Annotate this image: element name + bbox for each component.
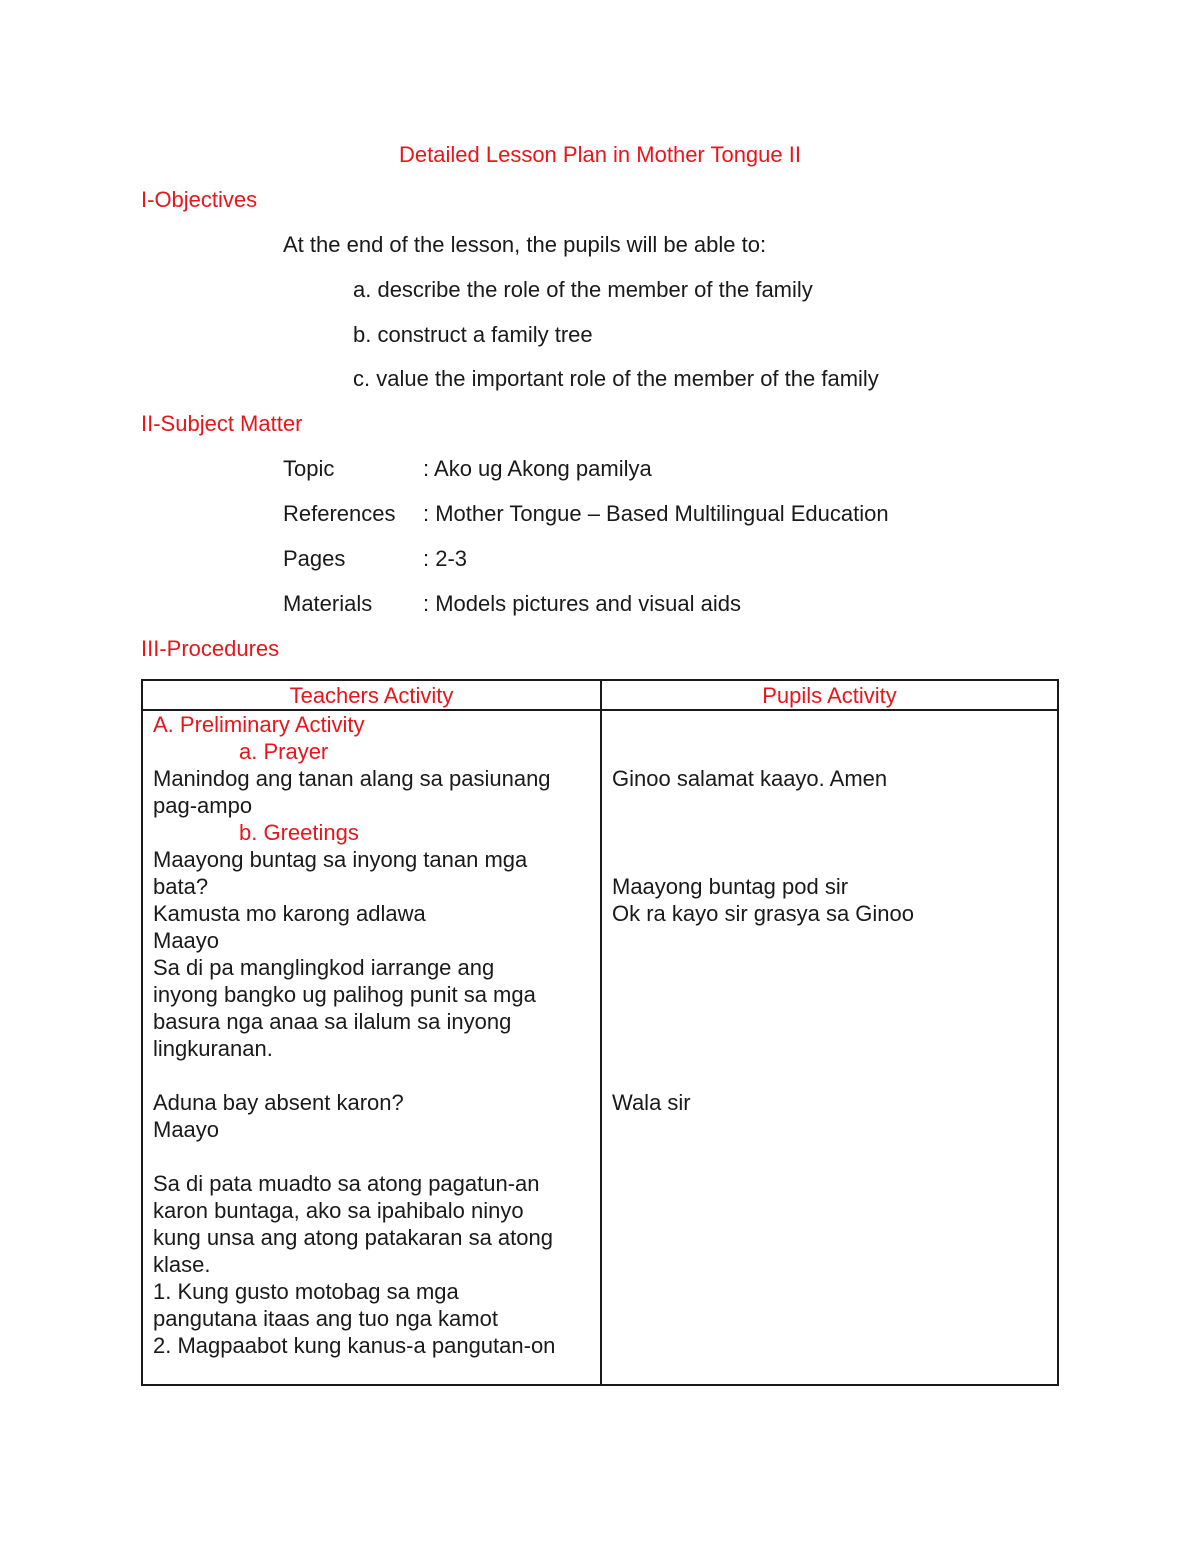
pages-label: Pages — [283, 546, 346, 571]
pupils-activity-cell — [612, 711, 1052, 1116]
spacer — [153, 1062, 593, 1089]
procedures-heading: III-Procedures — [141, 636, 280, 661]
materials-label: Materials — [283, 591, 373, 616]
pupil-line: Wala sir — [612, 1090, 691, 1115]
spacer — [612, 819, 1052, 846]
spacer — [612, 1035, 1052, 1062]
spacer — [612, 1008, 1052, 1035]
subject-matter-heading: II-Subject Matter — [141, 411, 303, 436]
greetings-label: b. Greetings — [239, 820, 359, 845]
preliminary-activity-label: A. Preliminary Activity — [153, 712, 365, 737]
teacher-line: klase. — [153, 1252, 211, 1277]
objective-item-a: a. describe the role of the member of the family — [353, 277, 813, 302]
pupil-line: Ginoo salamat kaayo. Amen — [612, 766, 888, 791]
teacher-line: inyong bangko ug palihog punit sa mga — [153, 982, 536, 1007]
teacher-line: 1. Kung gusto motobag sa mga — [153, 1279, 459, 1304]
teachers-activity-cell — [153, 711, 593, 1359]
spacer — [612, 1062, 1052, 1089]
spacer — [612, 954, 1052, 981]
table-column-divider — [600, 681, 602, 1384]
pupils-activity-header: Pupils Activity — [762, 683, 897, 708]
spacer — [612, 738, 1052, 765]
pages-value: : 2-3 — [423, 544, 467, 574]
references-label: References — [283, 501, 396, 526]
spacer — [153, 1143, 593, 1170]
teacher-line: Maayong buntag sa inyong tanan mga — [153, 847, 528, 872]
teacher-line: Manindog ang tanan alang sa pasiunang — [153, 766, 551, 791]
teacher-line: bata? — [153, 874, 209, 899]
objectives-heading: I-Objectives — [141, 187, 258, 212]
teacher-line: Maayo — [153, 928, 220, 953]
teacher-line: Sa di pa manglingkod iarrange ang — [153, 955, 495, 980]
prayer-label: a. Prayer — [239, 739, 329, 764]
spacer — [612, 792, 1052, 819]
objective-item-c: c. value the important role of the member of the family — [353, 366, 879, 391]
teacher-line: basura nga anaa sa ilalum sa inyong — [153, 1009, 512, 1034]
teacher-line: kung unsa ang atong patakaran sa atong — [153, 1225, 553, 1250]
objectives-intro: At the end of the lesson, the pupils will be able to: — [283, 232, 767, 257]
spacer — [612, 846, 1052, 873]
teacher-line: Aduna bay absent karon? — [153, 1090, 404, 1115]
teacher-line: lingkuranan. — [153, 1036, 273, 1061]
pupil-line: Ok ra kayo sir grasya sa Ginoo — [612, 901, 915, 926]
teacher-line: Sa di pata muadto sa atong pagatun-an — [153, 1171, 540, 1196]
teachers-activity-header: Teachers Activity — [289, 683, 454, 708]
objective-item-b: b. construct a family tree — [353, 322, 593, 347]
topic-value: : Ako ug Akong pamilya — [423, 454, 652, 484]
procedures-table — [141, 679, 1059, 1386]
topic-label: Topic — [283, 456, 335, 481]
references-value: : Mother Tongue – Based Multilingual Education — [423, 499, 889, 529]
spacer — [612, 927, 1052, 954]
document-title: Detailed Lesson Plan in Mother Tongue II — [399, 142, 801, 167]
teacher-line: 2. Magpaabot kung kanus-a pangutan-on — [153, 1333, 556, 1358]
teacher-line: pangutana itaas ang tuo nga kamot — [153, 1306, 498, 1331]
spacer — [612, 711, 1052, 738]
teacher-line: karon buntaga, ako sa ipahibalo ninyo — [153, 1198, 524, 1223]
teacher-line: pag-ampo — [153, 793, 253, 818]
spacer — [612, 981, 1052, 1008]
teacher-line: Maayo — [153, 1117, 220, 1142]
teacher-line: Kamusta mo karong adlawa — [153, 901, 426, 926]
materials-value: : Models pictures and visual aids — [423, 589, 741, 619]
pupil-line: Maayong buntag pod sir — [612, 874, 849, 899]
